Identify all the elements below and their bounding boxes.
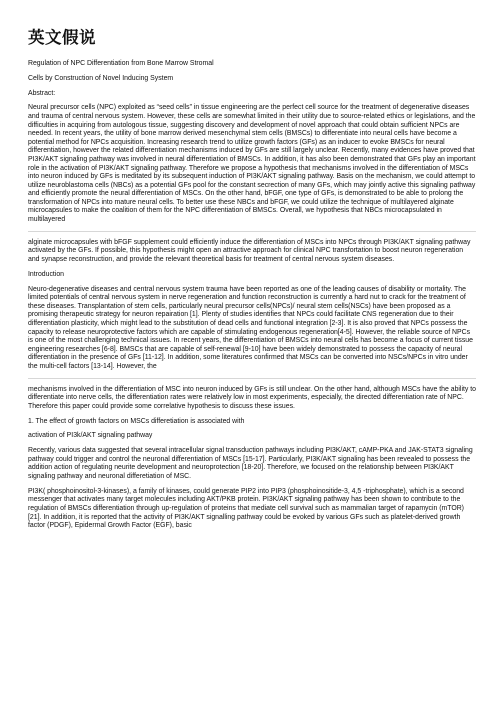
section-1-heading-line-2: activation of PI3k/AKT signaling pathway	[28, 432, 153, 440]
page-divider	[28, 231, 476, 232]
page-title: 英文假说	[28, 29, 96, 47]
abstract-heading: Abstract:	[28, 89, 56, 97]
introduction-paragraph: Neuro-degenerative diseases and central nervous system trauma have been reported as one of the leading causes of disability or mortality. The limited potentials of central nervous system in nerve regeneration and function reconstruction is currently a hard nut to crack for the treatment of these diseases. Transplantation of stem cells, particularly neural precursor cells(NPCs)/ neural stem cells(NSCs) have been proposed as a promising therapeutic strategy for neuron repairation [1]. Plenty of studies identifies that NPCs could facilitate CNS regeneration due to their differentiation plasticity, which might lead to the substitution of dead cells and functional integration [2-3]. It is also proved that NPCs possess the capacity to release neuroprotective factors which are capable of stimulating endogenous regeneration[4-5]. However, the reliable source of NPCs is one of the most challenging technical issues. In recent years, the differentiation of BMSCs into neural cells has become a focus of current tissue engineering researches [6-8]. BMSCs that are capable of self-renewal [9-10] have been widely demonstrated to possess the capacity of neural differentiation in the presence of GFs [11-12]. In addition, some literatures confirmed that MSCs can be converted into NSCs/NPCs in vitro under the multi-cell factors [13-14]. However, the	[28, 285, 473, 370]
section-1-paragraph-2: PI3K( phosphoinositol-3-kinases), a family of kinases, could generate PIP2 into PIP3 (phosphoinositide-3, 4,5 -triphosphate), which is a second messenger that activates many target molecules including AKT/PKB protein. PI3K/AKT signaling pathway has been shown to contribute to the regulation of BMSCs differentiation through up-regulation of proteins that mediate cell survival such as mammalian target of rapamycin (mTOR) [21]. In addition, it is reported that the activity of PI3K/AKT signalling pathway could be evoked by various GFs such as platelet-derived growth factor (PDGF), Epidermal Growth Factor (EGF), basic	[28, 487, 464, 530]
section-1-heading-line-1: 1. The effect of growth factors on MSCs differetiation is associated with	[28, 417, 245, 425]
introduction-continuation: mechanisms involved in the differentiation of MSC into neuron induced by GFs is still unclear. On the other hand, although MSCs have the ability to differentiate into nerve cells, the differentiation rates were relatively low in most experiments, especially, the directed differentiation rate of NPC. Therefore this paper could provide some correlative hypothesis to discuss these issues.	[28, 385, 477, 410]
paper-title-line-2: Cells by Construction of Novel Inducing System	[28, 74, 174, 82]
abstract-continuation: alginate microcapsules with bFGF supplement could efficiently induce the differentiation of MSCs into NPCs through PI3K/AKT signaling pathway activated by the GFs. If possible, this hypothesis might open an attractive approach for clinical NPC transfortation to boost neuron regeneration and synapse reconstruction, and provide the relevant theoretical basis for treatment of central nervous system diseases.	[28, 238, 471, 264]
section-1-paragraph-1: Recently, various data suggested that several intracellular signal transduction pathways including PI3K/AKT, cAMP-PKA and JAK-STAT3 signaling pathway could trigger and control the neuronal differentiation of MSCs [15-17]. Particularly, PI3K/AKT signaling has been revealed to possess the addition action of regulating neurite development and neuroprotection [18-20]. Therefore, we focused on the relationship between PI3K/AKT signaling pathway and neuronal differetiation of MSC.	[28, 447, 473, 481]
page-divider	[28, 378, 476, 379]
paper-title-line-1: Regulation of NPC Differentiation from Bone Marrow Stromal	[28, 60, 214, 67]
abstract-paragraph: Neural precursor cells (NPC) exploited as “seed cells” in tissue engineering are the perfect cell source for the treatment of degenerative diseases and trauma of central nervous system. However, these cells are somewhat limited in their utility due to source-related ethics or legislations, and the difficulties in acquiring from autologous tissue, suggesting discovery and development of novel approach that could obtain sufficient NPCs are needed. In recent years, the utility of bone marrow derived mesenchymal stem cells (BMSCs) to differentiate into neural cells have become a potential method for NPCs acquisition. Increasing research trend to utilize growth factors (GFs) as an inducer to evoke BMSCs for neural differentiation, however the related differentiation mechanisms induced by GFs are still largely unclear. Recently, many evidences have proved that PI3K/AKT signaling pathway was involved in neural differentiation of BMSCs. In addition, it has also been demonstrated that GFs play an important role in the activation of PI3K/AKT signaling pathway. Therefore we propose a hypothesis that mechanisms involved in the differentiation of MSCs into neuron induced by GFs is meditated by its subsequent induction of PI3K/AKT signaling pathway. Basis on the mechanism, we could attempt to utilize neuroblastoma cells (NBCs) as a potential GFs pool for the constant secrection of many GFs, which may jointly active this signaling pathway and efficiently promote the neural differentiation of MSCs. On the other hand, bFGF, one type of GFs, is demonstrated to be able to prolong the transformation of NPCs into mature neural cells. To better use these NBCs and bFGF, we could utilize the technique of multilayered alginate microcapsules to make the coalition of them for the NPC differentiation of BMSCs. Overall, we hypothesis that NBCs microcapsulated in multilayered	[28, 104, 476, 224]
introduction-heading: Introduction	[28, 270, 65, 278]
